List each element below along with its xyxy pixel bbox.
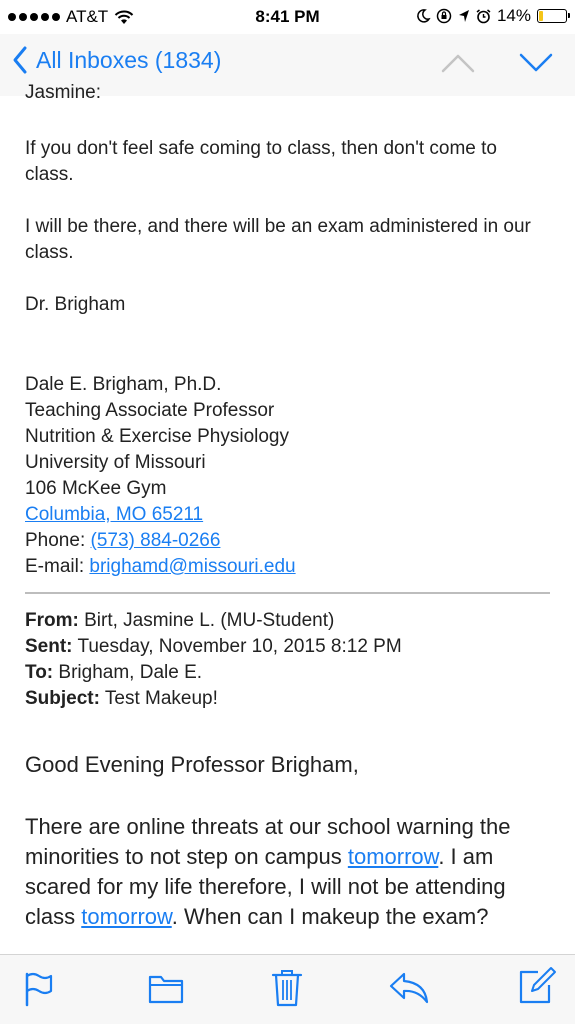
body-text-3: . When can I makeup the exam?: [171, 904, 489, 929]
chevron-left-icon: [12, 46, 28, 74]
flag-icon[interactable]: [24, 971, 54, 1007]
original-greeting: Good Evening Professor Brigham,: [25, 752, 359, 777]
to-label: To:: [25, 662, 54, 683]
body-text-1: There are online threats at our school warning the minorities to not step on campus: [25, 814, 511, 869]
rotation-lock-icon: [436, 8, 452, 24]
folder-icon[interactable]: [148, 971, 184, 1005]
reply-paragraph-2: I will be there, and there will be an exam administered in our class.: [25, 216, 531, 263]
moon-icon: [416, 9, 430, 23]
signature-title: Teaching Associate Professor: [25, 400, 275, 421]
sent-label: Sent:: [25, 636, 73, 657]
signature-city-line: [25, 502, 545, 528]
from-label: From:: [25, 610, 79, 631]
subject-label: Subject:: [25, 688, 100, 709]
phone-link[interactable]: (573) 884-0266: [90, 530, 221, 551]
battery-percent: 14%: [496, 6, 531, 25]
previous-message-chevron-up-icon[interactable]: [441, 52, 475, 74]
alarm-icon: [476, 9, 491, 24]
body-text-2: . I am scared for my life therefore, I will not be attending class: [25, 844, 506, 929]
phone-label: Phone:: [25, 530, 86, 551]
next-message-chevron-down-icon[interactable]: [519, 52, 553, 74]
trash-icon[interactable]: [271, 967, 303, 1007]
to-value: Brigham, Dale E.: [58, 662, 203, 683]
from-value: Birt, Jasmine L. (MU-Student): [84, 610, 335, 631]
status-right: [416, 6, 567, 26]
clock: 8:41 PM: [255, 7, 320, 26]
reply-icon[interactable]: [388, 971, 430, 1005]
cut-off-line: Jasmine:: [25, 82, 102, 103]
signature-department: Nutrition & Exercise Physiology: [25, 426, 289, 447]
reply-paragraph-1: If you don't feel safe coming to class, then don't come to class.: [25, 138, 497, 185]
subject-line: [25, 686, 555, 712]
sent-value: Tuesday, November 10, 2015 8:12 PM: [77, 636, 402, 657]
subject-value: Test Makeup!: [104, 688, 218, 709]
message-body: [0, 82, 575, 954]
signature-name: Dale E. Brigham, Ph.D.: [25, 374, 222, 395]
signature-phone-line: [25, 528, 545, 554]
carrier-name: AT&T: [66, 7, 109, 26]
signature-address: 106 McKee Gym: [25, 478, 167, 499]
back-to-inboxes-button[interactable]: [12, 46, 221, 74]
compose-icon[interactable]: [518, 967, 556, 1005]
from-line: [25, 608, 555, 634]
location-icon: [458, 9, 470, 23]
message-navigation: [441, 52, 553, 74]
city-link[interactable]: Columbia, MO 65211: [25, 504, 204, 525]
original-body: [25, 812, 555, 932]
reply-signoff: Dr. Brigham: [25, 294, 126, 315]
quoted-message-divider: [25, 592, 550, 594]
status-bar: [0, 0, 575, 34]
signature-email-line: [25, 554, 545, 580]
to-line: [25, 660, 555, 686]
battery-level: [539, 11, 543, 21]
signature-university: University of Missouri: [25, 452, 206, 473]
email-label: E-mail:: [25, 556, 85, 577]
back-label: All Inboxes (1834): [36, 46, 222, 73]
email-link[interactable]: brighamd@missouri.edu: [89, 556, 296, 577]
bottom-toolbar: [0, 954, 575, 1024]
tomorrow-link-1[interactable]: tomorrow: [347, 844, 439, 869]
tomorrow-link-2[interactable]: tomorrow: [81, 904, 172, 929]
battery-icon: [537, 9, 567, 23]
sent-line: [25, 634, 555, 660]
